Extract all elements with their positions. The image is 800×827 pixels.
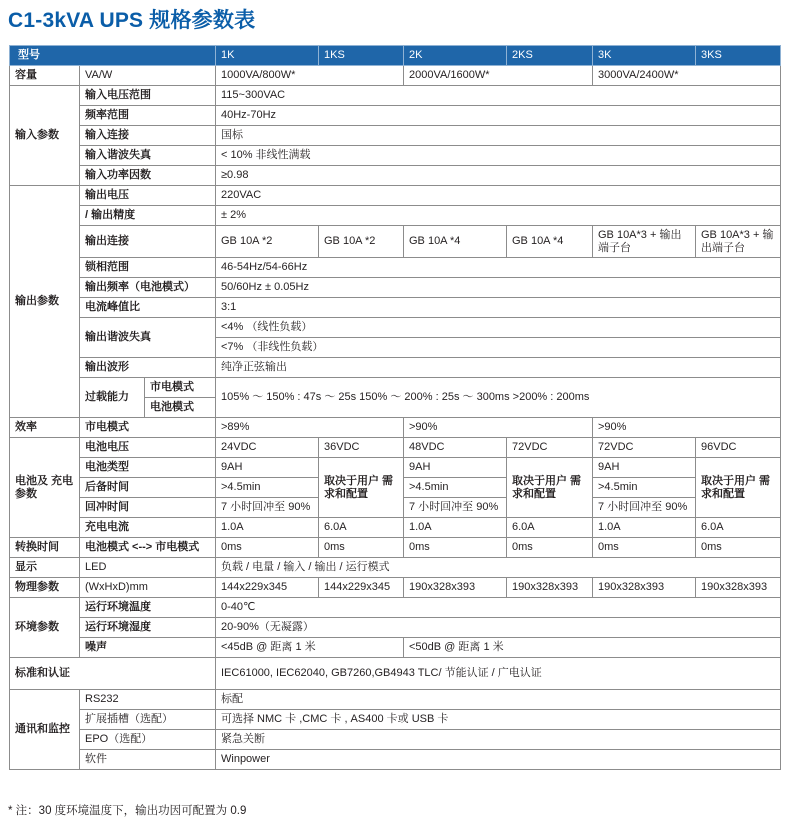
- transfer-1ks: 0ms: [319, 538, 404, 558]
- efficiency-1k: >89%: [216, 418, 404, 438]
- output-precision-value: ± 2%: [216, 206, 781, 226]
- input-label: 输入参数: [10, 86, 80, 186]
- battery-recharge-3k: 7 小时回冲至 90%: [593, 498, 696, 518]
- input-conn-label: 输入连接: [80, 126, 216, 146]
- output-conn-2k: GB 10A *4: [404, 226, 507, 258]
- output-conn-3k: GB 10A*3 + 输出端子台: [593, 226, 696, 258]
- overload-row-1: [10, 378, 781, 398]
- output-lock-label: 锁相范围: [80, 258, 216, 278]
- input-pf-row: [10, 166, 781, 186]
- model-2ks: 2KS: [507, 46, 593, 66]
- output-lock-value: 46-54Hz/54-66Hz: [216, 258, 781, 278]
- comm-rs232-label: RS232: [80, 690, 216, 710]
- comm-epo-row: [10, 730, 781, 750]
- efficiency-label: 效率: [10, 418, 80, 438]
- transfer-3k: 0ms: [593, 538, 696, 558]
- standards-label: 标准和认证: [10, 658, 216, 690]
- battery-charge-label: 充电电流: [80, 518, 216, 538]
- battery-type-2k: 9AH: [404, 458, 507, 478]
- physical-label: 物理参数: [10, 578, 80, 598]
- battery-charge-2k: 1.0A: [404, 518, 507, 538]
- efficiency-2k: >90%: [404, 418, 593, 438]
- footnote: * 注：30 度环境温度下，输出功因可配置为 0.9: [8, 805, 247, 817]
- display-value: 负载 / 电量 / 输入 / 输出 / 运行模式: [216, 558, 781, 578]
- output-crest-value: 3:1: [216, 298, 781, 318]
- transfer-2ks: 0ms: [507, 538, 593, 558]
- output-freq-value: 50/60Hz ± 0.05Hz: [216, 278, 781, 298]
- standards-value: IEC61000, IEC62040, GB7260,GB4943 TLC/ 节能认证 / 广电认证: [216, 658, 781, 690]
- battery-user-1ks: 取决于用户 需求和配置: [319, 458, 404, 518]
- env-noise-row: [10, 638, 781, 658]
- env-humidity-row: [10, 618, 781, 638]
- capacity-sub: VA/W: [80, 66, 216, 86]
- capacity-label: 容量: [10, 66, 80, 86]
- comm-slot-row: [10, 710, 781, 730]
- battery-charge-2ks: 6.0A: [507, 518, 593, 538]
- standards-row: [10, 658, 781, 690]
- transfer-sub: 电池模式 <--> 市电模式: [80, 538, 216, 558]
- output-conn-2ks: GB 10A *4: [507, 226, 593, 258]
- env-temp-row: [10, 598, 781, 618]
- comm-software-value: Winpower: [216, 750, 781, 770]
- header-row: [10, 46, 781, 66]
- transfer-2k: 0ms: [404, 538, 507, 558]
- transfer-3ks: 0ms: [696, 538, 781, 558]
- output-wave-row: [10, 358, 781, 378]
- input-voltage-label: 输入电压范围: [80, 86, 216, 106]
- env-label: 环境参数: [10, 598, 80, 658]
- physical-3k: 190x328x393: [593, 578, 696, 598]
- output-voltage-row: [10, 186, 781, 206]
- battery-label: 电池及 充电参数: [10, 438, 80, 538]
- efficiency-3k: >90%: [593, 418, 781, 438]
- env-temp-label: 运行环境温度: [80, 598, 216, 618]
- battery-recharge-1k: 7 小时回冲至 90%: [216, 498, 319, 518]
- input-voltage-value: 115~300VAC: [216, 86, 781, 106]
- capacity-1k: 1000VA/800W*: [216, 66, 404, 86]
- input-conn-row: [10, 126, 781, 146]
- overload-battery: 电池模式: [145, 398, 216, 418]
- output-conn-3ks: GB 10A*3 + 输出端子台: [696, 226, 781, 258]
- output-crest-label: 电流峰值比: [80, 298, 216, 318]
- battery-charge-3k: 1.0A: [593, 518, 696, 538]
- input-pf-label: 输入功率因数: [80, 166, 216, 186]
- battery-user-2ks: 取决于用户 需求和配置: [507, 458, 593, 518]
- output-precision-row: [10, 206, 781, 226]
- output-crest-row: [10, 298, 781, 318]
- output-lock-row: [10, 258, 781, 278]
- comm-epo-value: 紧急关断: [216, 730, 781, 750]
- battery-backup-label: 后备时间: [80, 478, 216, 498]
- env-humidity-value: 20-90%（无凝露）: [216, 618, 781, 638]
- comm-slot-value: 可选择 NMC 卡 ,CMC 卡 , AS400 卡或 USB 卡: [216, 710, 781, 730]
- transfer-row: [10, 538, 781, 558]
- display-row: [10, 558, 781, 578]
- physical-row: [10, 578, 781, 598]
- transfer-label: 转换时间: [10, 538, 80, 558]
- input-pf-value: ≥0.98: [216, 166, 781, 186]
- battery-charge-1k: 1.0A: [216, 518, 319, 538]
- comm-rs232-row: [10, 690, 781, 710]
- output-freq-label: 输出频率（电池模式）: [80, 278, 216, 298]
- output-freq-row: [10, 278, 781, 298]
- model-2k: 2K: [404, 46, 507, 66]
- env-noise-2k: <50dB @ 距离 1 米: [404, 638, 781, 658]
- output-label: 输出参数: [10, 186, 80, 418]
- output-thd-nonlinear: <7% （非线性负载）: [216, 338, 781, 358]
- capacity-2k: 2000VA/1600W*: [404, 66, 593, 86]
- input-thd-value: < 10% 非线性满载: [216, 146, 781, 166]
- battery-voltage-2ks: 72VDC: [507, 438, 593, 458]
- output-wave-label: 输出波形: [80, 358, 216, 378]
- physical-3ks: 190x328x393: [696, 578, 781, 598]
- comm-rs232-value: 标配: [216, 690, 781, 710]
- env-noise-1k: <45dB @ 距离 1 米: [216, 638, 404, 658]
- overload-mains: 市电模式: [145, 378, 216, 398]
- battery-charge-3ks: 6.0A: [696, 518, 781, 538]
- overload-value: 105% ～ 150% : 47s ～ 25s 150% ～ 200% : 25s ～ 300ms >200% : 200ms: [216, 378, 781, 418]
- model-1k: 1K: [216, 46, 319, 66]
- output-conn-row: [10, 226, 781, 258]
- physical-1ks: 144x229x345: [319, 578, 404, 598]
- input-thd-label: 输入谐波失真: [80, 146, 216, 166]
- battery-voltage-2k: 48VDC: [404, 438, 507, 458]
- comm-epo-label: EPO（选配）: [80, 730, 216, 750]
- input-freq-row: [10, 106, 781, 126]
- model-3k: 3K: [593, 46, 696, 66]
- battery-voltage-1k: 24VDC: [216, 438, 319, 458]
- display-sub: LED: [80, 558, 216, 578]
- capacity-3k: 3000VA/2400W*: [593, 66, 781, 86]
- efficiency-sub: 市电模式: [80, 418, 216, 438]
- output-voltage-label: 输出电压: [80, 186, 216, 206]
- overload-label: 过载能力: [80, 378, 145, 418]
- battery-charge-row: [10, 518, 781, 538]
- input-freq-label: 频率范围: [80, 106, 216, 126]
- physical-2ks: 190x328x393: [507, 578, 593, 598]
- input-conn-value: 国标: [216, 126, 781, 146]
- battery-type-label: 电池类型: [80, 458, 216, 478]
- input-voltage-row: [10, 86, 781, 106]
- output-wave-value: 纯净正弦输出: [216, 358, 781, 378]
- model-1ks: 1KS: [319, 46, 404, 66]
- comm-software-row: [10, 750, 781, 770]
- physical-1k: 144x229x345: [216, 578, 319, 598]
- input-freq-value: 40Hz-70Hz: [216, 106, 781, 126]
- battery-voltage-row: [10, 438, 781, 458]
- battery-backup-2k: >4.5min: [404, 478, 507, 498]
- output-thd-label: 输出谐波失真: [80, 318, 216, 358]
- comm-slot-label: 扩展插槽（选配）: [80, 710, 216, 730]
- comm-software-label: 软件: [80, 750, 216, 770]
- output-thd-row: [10, 318, 781, 338]
- output-conn-1k: GB 10A *2: [216, 226, 319, 258]
- capacity-row: [10, 66, 781, 86]
- env-humidity-label: 运行环境湿度: [80, 618, 216, 638]
- env-temp-value: 0-40℃: [216, 598, 781, 618]
- transfer-1k: 0ms: [216, 538, 319, 558]
- battery-type-1k: 9AH: [216, 458, 319, 478]
- battery-recharge-2k: 7 小时回冲至 90%: [404, 498, 507, 518]
- model-3ks: 3KS: [696, 46, 781, 66]
- comm-label: 通讯和监控: [10, 690, 80, 770]
- efficiency-row: [10, 418, 781, 438]
- battery-charge-1ks: 6.0A: [319, 518, 404, 538]
- page-title: C1-3kVA UPS 规格参数表: [8, 9, 256, 32]
- physical-2k: 190x328x393: [404, 578, 507, 598]
- header-label: 型号: [10, 46, 216, 66]
- battery-voltage-3ks: 96VDC: [696, 438, 781, 458]
- battery-user-3ks: 取决于用户 需求和配置: [696, 458, 781, 518]
- input-thd-row: [10, 146, 781, 166]
- spec-table: [9, 45, 781, 770]
- env-noise-label: 噪声: [80, 638, 216, 658]
- battery-backup-3k: >4.5min: [593, 478, 696, 498]
- battery-type-row: [10, 458, 781, 478]
- output-thd-linear: <4% （线性负载）: [216, 318, 781, 338]
- output-conn-label: 输出连接: [80, 226, 216, 258]
- battery-voltage-label: 电池电压: [80, 438, 216, 458]
- battery-voltage-3k: 72VDC: [593, 438, 696, 458]
- battery-backup-1k: >4.5min: [216, 478, 319, 498]
- battery-voltage-1ks: 36VDC: [319, 438, 404, 458]
- physical-sub: (WxHxD)mm: [80, 578, 216, 598]
- battery-recharge-label: 回冲时间: [80, 498, 216, 518]
- output-voltage-value: 220VAC: [216, 186, 781, 206]
- output-conn-1ks: GB 10A *2: [319, 226, 404, 258]
- battery-type-3k: 9AH: [593, 458, 696, 478]
- display-label: 显示: [10, 558, 80, 578]
- output-precision-label: / 输出精度: [80, 206, 216, 226]
